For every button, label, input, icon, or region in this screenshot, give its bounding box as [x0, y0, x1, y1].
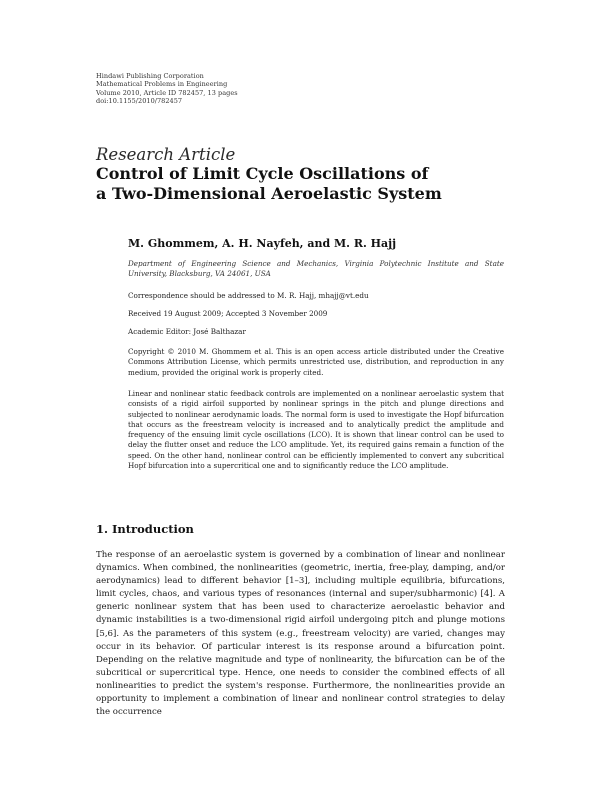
author-list: M. Ghommem, A. H. Nayfeh, and M. R. Hajj: [128, 237, 397, 250]
title-line: a Two-Dimensional Aeroelastic System: [96, 183, 442, 203]
section-body-text: The response of an aeroelastic system is governed by a combination of linear and nonlinear dynamics. When combined, the nonlinearities (geometric, inertia, free-play, damping, and/or aerodynamics) lead to different behavior [1–3], including multiple equilibria, bifurcations, limit cycles, chaos, and various types of resonances (internal and super/subharmonic) [4]. A generic nonlinear system that has been used to characterize aeroelastic behavior and dynamic instabilities is a two-dimensional rigid airfoil undergoing pitch and plunge motions [5,6]. As the parameters of this system (e.g., freestream velocity) are varied, changes may occur in its behavior. Of particular interest is its response around a bifurcation point. Depending on the relative magnitude and type of nonlinearity, the bifurcation can be of the subcritical or supercritical type. Hence, one needs to consider the combined effects of all nonlinearities to predict the system's response. Furthermore, the nonlinearities provide an opportunity to implement a combination of linear and nonlinear control strategies to delay the occurrence: [96, 550, 505, 718]
paper-title: [96, 164, 516, 203]
article-type: Research Article: [96, 145, 236, 164]
academic-editor: Academic Editor: José Balthazar: [128, 327, 246, 336]
journal-name-line: Mathematical Problems in Engineering: [96, 80, 228, 89]
section-heading: 1. Introduction: [96, 522, 194, 536]
publisher-line: Hindawi Publishing Corporation: [96, 72, 204, 80]
journal-header: [96, 72, 396, 105]
affiliation: Department of Engineering Science and Mechanics, Virginia Polytechnic Institute and State University, Blacksburg, VA 24061, USA: [128, 259, 504, 279]
copyright-notice: Copyright © 2010 M. Ghommem et al. This is an open access article distributed under the Creative Commons Attribution License, which permits unrestricted use, distribution, and reproduction in any medium, provided the original work is properly cited.: [128, 347, 504, 377]
volume-line: Volume 2010, Article ID 782457, 13 pages: [96, 88, 238, 97]
received-dates: Received 19 August 2009; Accepted 3 November 2009: [128, 309, 328, 318]
doi-line[interactable]: doi:10.1155/2010/782457: [96, 96, 183, 105]
correspondence-note: Correspondence should be addressed to M. R. Hajj, mhajj@vt.edu: [128, 291, 369, 300]
abstract-text: Linear and nonlinear static feedback controls are implemented on a nonlinear aeroelastic system that consists of a rigid airfoil supported by nonlinear springs in the pitch and plunge directions and subjected to nonlinear aerodynamic loads. The normal form is used to investigate the Hopf bifurcation that occurs as the freestream velocity is increased and to analytically predict the amplitude and frequency of the ensuing limit cycle oscillations (LCO). It is shown that linear control can be used to delay the flutter onset and reduce the LCO amplitude. Yet, its required gains remain a function of the speed. On the other hand, nonlinear control can be efficiently implemented to convert any subcritical Hopf bifurcation into a supercritical one and to significantly reduce the LCO amplitude.: [128, 389, 504, 471]
title-line: Control of Limit Cycle Oscillations of: [96, 164, 429, 183]
